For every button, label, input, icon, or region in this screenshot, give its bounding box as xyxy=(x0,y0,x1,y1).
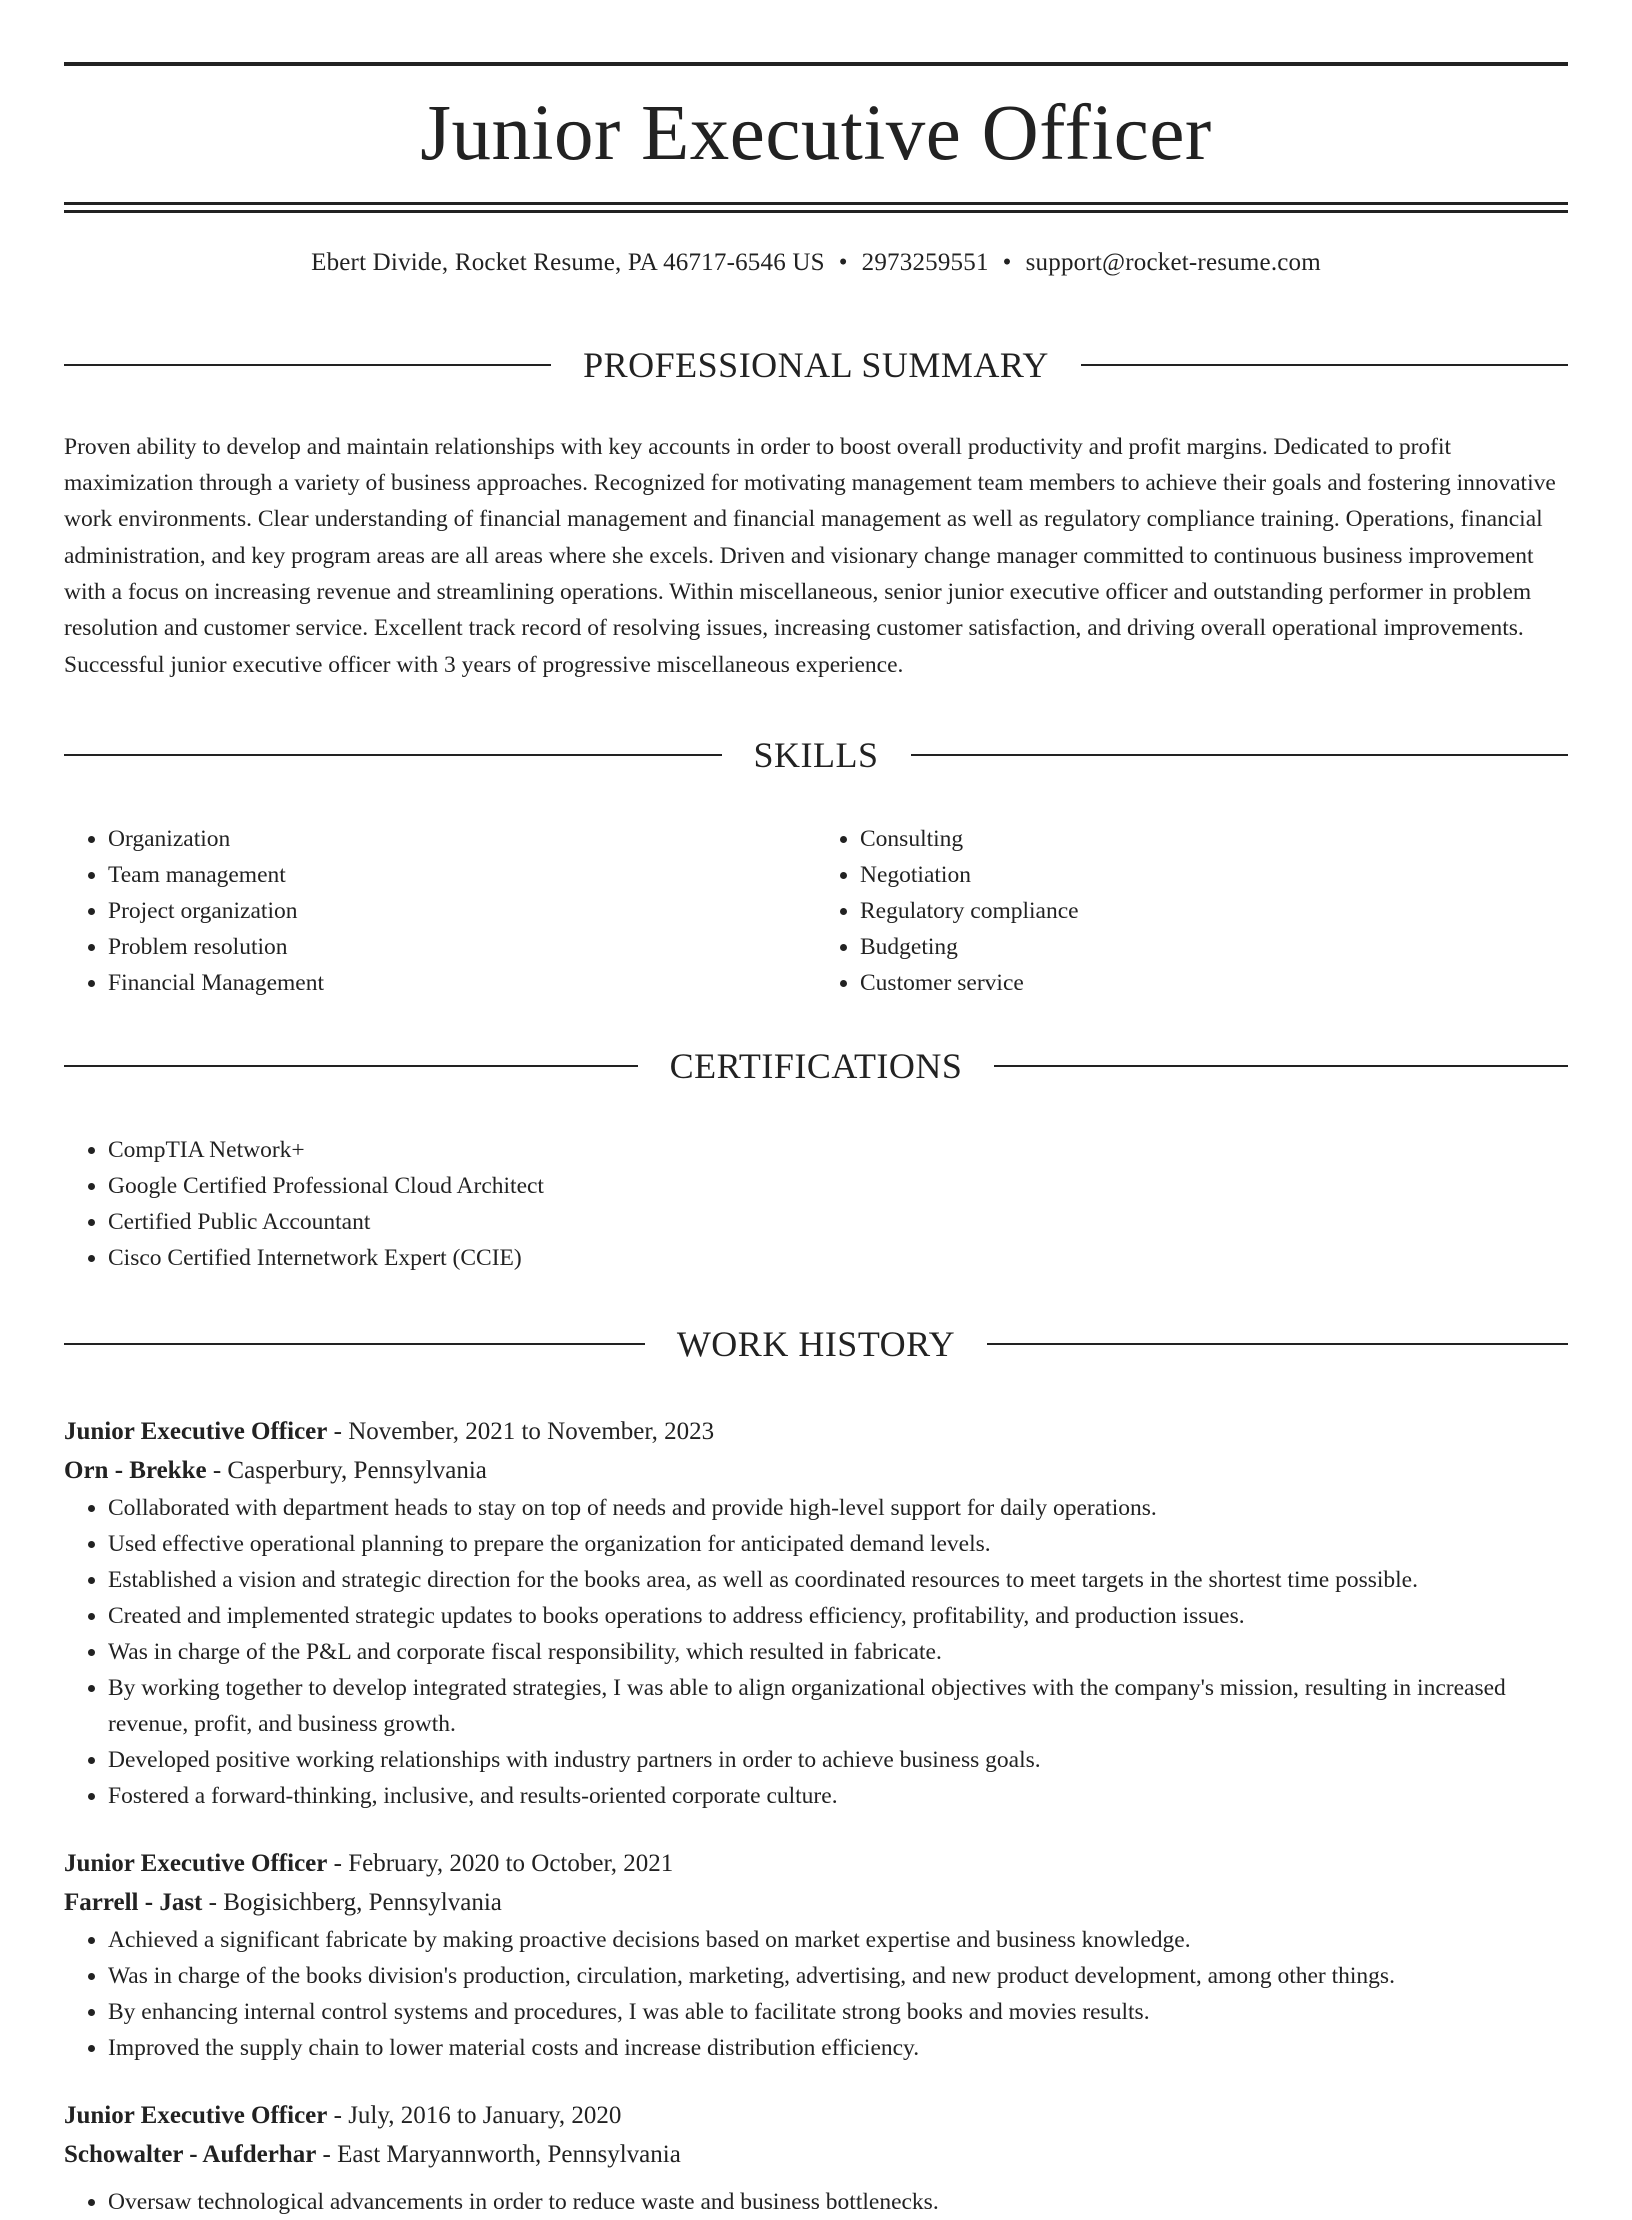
job-bullets xyxy=(64,1490,1568,1814)
job-bullet: • By enhancing internal control systems and procedures, I was able to facilitate strong books and movies results. xyxy=(108,1994,1568,2030)
skill-item: • Project organization xyxy=(108,893,816,929)
top-rule xyxy=(64,62,1568,66)
contact-email[interactable]: support@rocket-resume.com xyxy=(1025,249,1321,276)
section-heading-summary xyxy=(64,313,1568,417)
section-heading-certifications xyxy=(64,1015,1568,1119)
job-location: - Casperbury, Pennsylvania xyxy=(206,1457,487,1485)
certification-item: • CompTIA Network+ xyxy=(108,1132,1568,1168)
section-heading-work xyxy=(64,1292,1568,1396)
job-company: Orn - Brekke xyxy=(64,1457,207,1485)
divider xyxy=(994,1065,1568,1067)
skill-item: • Problem resolution xyxy=(108,929,816,965)
certifications-list xyxy=(64,1132,1568,1276)
section-title: PROFESSIONAL SUMMARY xyxy=(583,344,1049,385)
job-title: Junior Executive Officer xyxy=(64,1418,328,1446)
job-company-line xyxy=(64,1451,1568,1490)
skill-item: • Customer service xyxy=(860,965,1568,1001)
resume-title: Junior Executive Officer xyxy=(420,90,1212,177)
divider xyxy=(64,754,722,756)
job-dates: - February, 2020 to October, 2021 xyxy=(327,1850,674,1878)
skill-item: • Consulting xyxy=(860,821,1568,857)
job-company: Farrell - Jast xyxy=(64,1889,203,1917)
job-bullet: • Established a vision and strategic direction for the books area, as well as coordinated resources to meet targets in the shortest time possible. xyxy=(108,1562,1568,1598)
job-title-line xyxy=(64,1412,1568,1451)
contact-address: Ebert Divide, Rocket Resume, PA 46717-6546 US xyxy=(311,249,825,276)
job-entry xyxy=(64,2096,1568,2220)
skills-list-left xyxy=(64,821,816,1001)
job-bullet: • Fostered a forward-thinking, inclusive, and results-oriented corporate culture. xyxy=(108,1778,1568,1814)
job-dates: - July, 2016 to January, 2020 xyxy=(327,2102,622,2130)
divider xyxy=(64,1065,638,1067)
divider xyxy=(1081,364,1568,366)
job-bullets xyxy=(64,2184,1568,2220)
job-entry xyxy=(64,1844,1568,2066)
divider xyxy=(64,1343,645,1345)
double-rule xyxy=(64,202,1568,213)
section-title: CERTIFICATIONS xyxy=(669,1046,963,1087)
skills-grid xyxy=(64,821,1568,1001)
summary-text: Proven ability to develop and maintain relationships with key accounts in order to boost overall productivity and profit margins. Dedicated to profit maximization through a variety of business approaches. Recognized for motivating management team members to achieve their goals and fostering innovative work environments. Clear understanding of financial management and financial management as well as regulatory compliance training. Operations, financial administration, and key program areas are all areas where she excels. Driven and visionary change manager committed to continuous business improvement with a focus on increasing revenue and streamlining operations. Within miscellaneous, senior junior executive officer and outstanding performer in problem resolution and customer service. Excellent track record of resolving issues, increasing customer satisfaction, and driving overall operational improvements. Successful junior executive officer with 3 years of progressive miscellaneous experience. xyxy=(64,433,1556,678)
job-bullet: • Used effective operational planning to prepare the organization for anticipated demand levels. xyxy=(108,1526,1568,1562)
divider xyxy=(64,364,551,366)
job-title: Junior Executive Officer xyxy=(64,2102,328,2130)
section-title: WORK HISTORY xyxy=(676,1324,956,1365)
skill-item: • Negotiation xyxy=(860,857,1568,893)
contact-line xyxy=(64,247,1568,279)
job-entry xyxy=(64,1412,1568,1814)
section-heading-skills xyxy=(64,703,1568,807)
skill-item: • Team management xyxy=(108,857,816,893)
skill-item: • Budgeting xyxy=(860,929,1568,965)
job-dates: - November, 2021 to November, 2023 xyxy=(327,1418,715,1446)
skill-item: • Regulatory compliance xyxy=(860,893,1568,929)
job-bullet: • By working together to develop integrated strategies, I was able to align organizational objectives with the company's mission, resulting in increased revenue, profit, and business growth. xyxy=(108,1670,1568,1742)
job-title: Junior Executive Officer xyxy=(64,1850,328,1878)
job-company: Schowalter - Aufderhar xyxy=(64,2141,317,2169)
job-bullet: • Was in charge of the books division's production, circulation, marketing, advertising, and new product development, among other things. xyxy=(108,1958,1568,1994)
divider xyxy=(987,1343,1568,1345)
job-location: - East Maryannworth, Pennsylvania xyxy=(316,2141,681,2169)
job-bullet: • Improved the supply chain to lower material costs and increase distribution efficiency. xyxy=(108,2030,1568,2066)
job-title-line xyxy=(64,2096,1568,2135)
job-title-line xyxy=(64,1844,1568,1883)
job-bullet: • Achieved a significant fabricate by making proactive decisions based on market expertise and business knowledge. xyxy=(108,1922,1568,1958)
job-bullets xyxy=(64,1922,1568,2066)
job-company-line xyxy=(64,2135,1568,2174)
contact-separator: • xyxy=(1002,249,1012,276)
skill-item: • Financial Management xyxy=(108,965,816,1001)
job-bullet: • Developed positive working relationships with industry partners in order to achieve business goals. xyxy=(108,1742,1568,1778)
certification-item: • Cisco Certified Internetwork Expert (CCIE) xyxy=(108,1240,1568,1276)
certification-item: • Certified Public Accountant xyxy=(108,1204,1568,1240)
job-bullet: • Was in charge of the P&L and corporate fiscal responsibility, which resulted in fabricate. xyxy=(108,1634,1568,1670)
certification-item: • Google Certified Professional Cloud Architect xyxy=(108,1168,1568,1204)
skills-list-right xyxy=(816,821,1568,1001)
job-bullet: • Collaborated with department heads to stay on top of needs and provide high-level support for daily operations. xyxy=(108,1490,1568,1526)
job-bullet: • Created and implemented strategic updates to books operations to address efficiency, profitability, and production issues. xyxy=(108,1598,1568,1634)
section-title: SKILLS xyxy=(753,734,879,775)
contact-separator: • xyxy=(838,249,848,276)
divider xyxy=(911,754,1569,756)
skill-item: • Organization xyxy=(108,821,816,857)
job-bullet: • Oversaw technological advancements in order to reduce waste and business bottlenecks. xyxy=(108,2184,1568,2220)
job-company-line xyxy=(64,1883,1568,1922)
job-location: - Bogisichberg, Pennsylvania xyxy=(202,1889,502,1917)
contact-phone[interactable]: 2973259551 xyxy=(861,249,989,276)
